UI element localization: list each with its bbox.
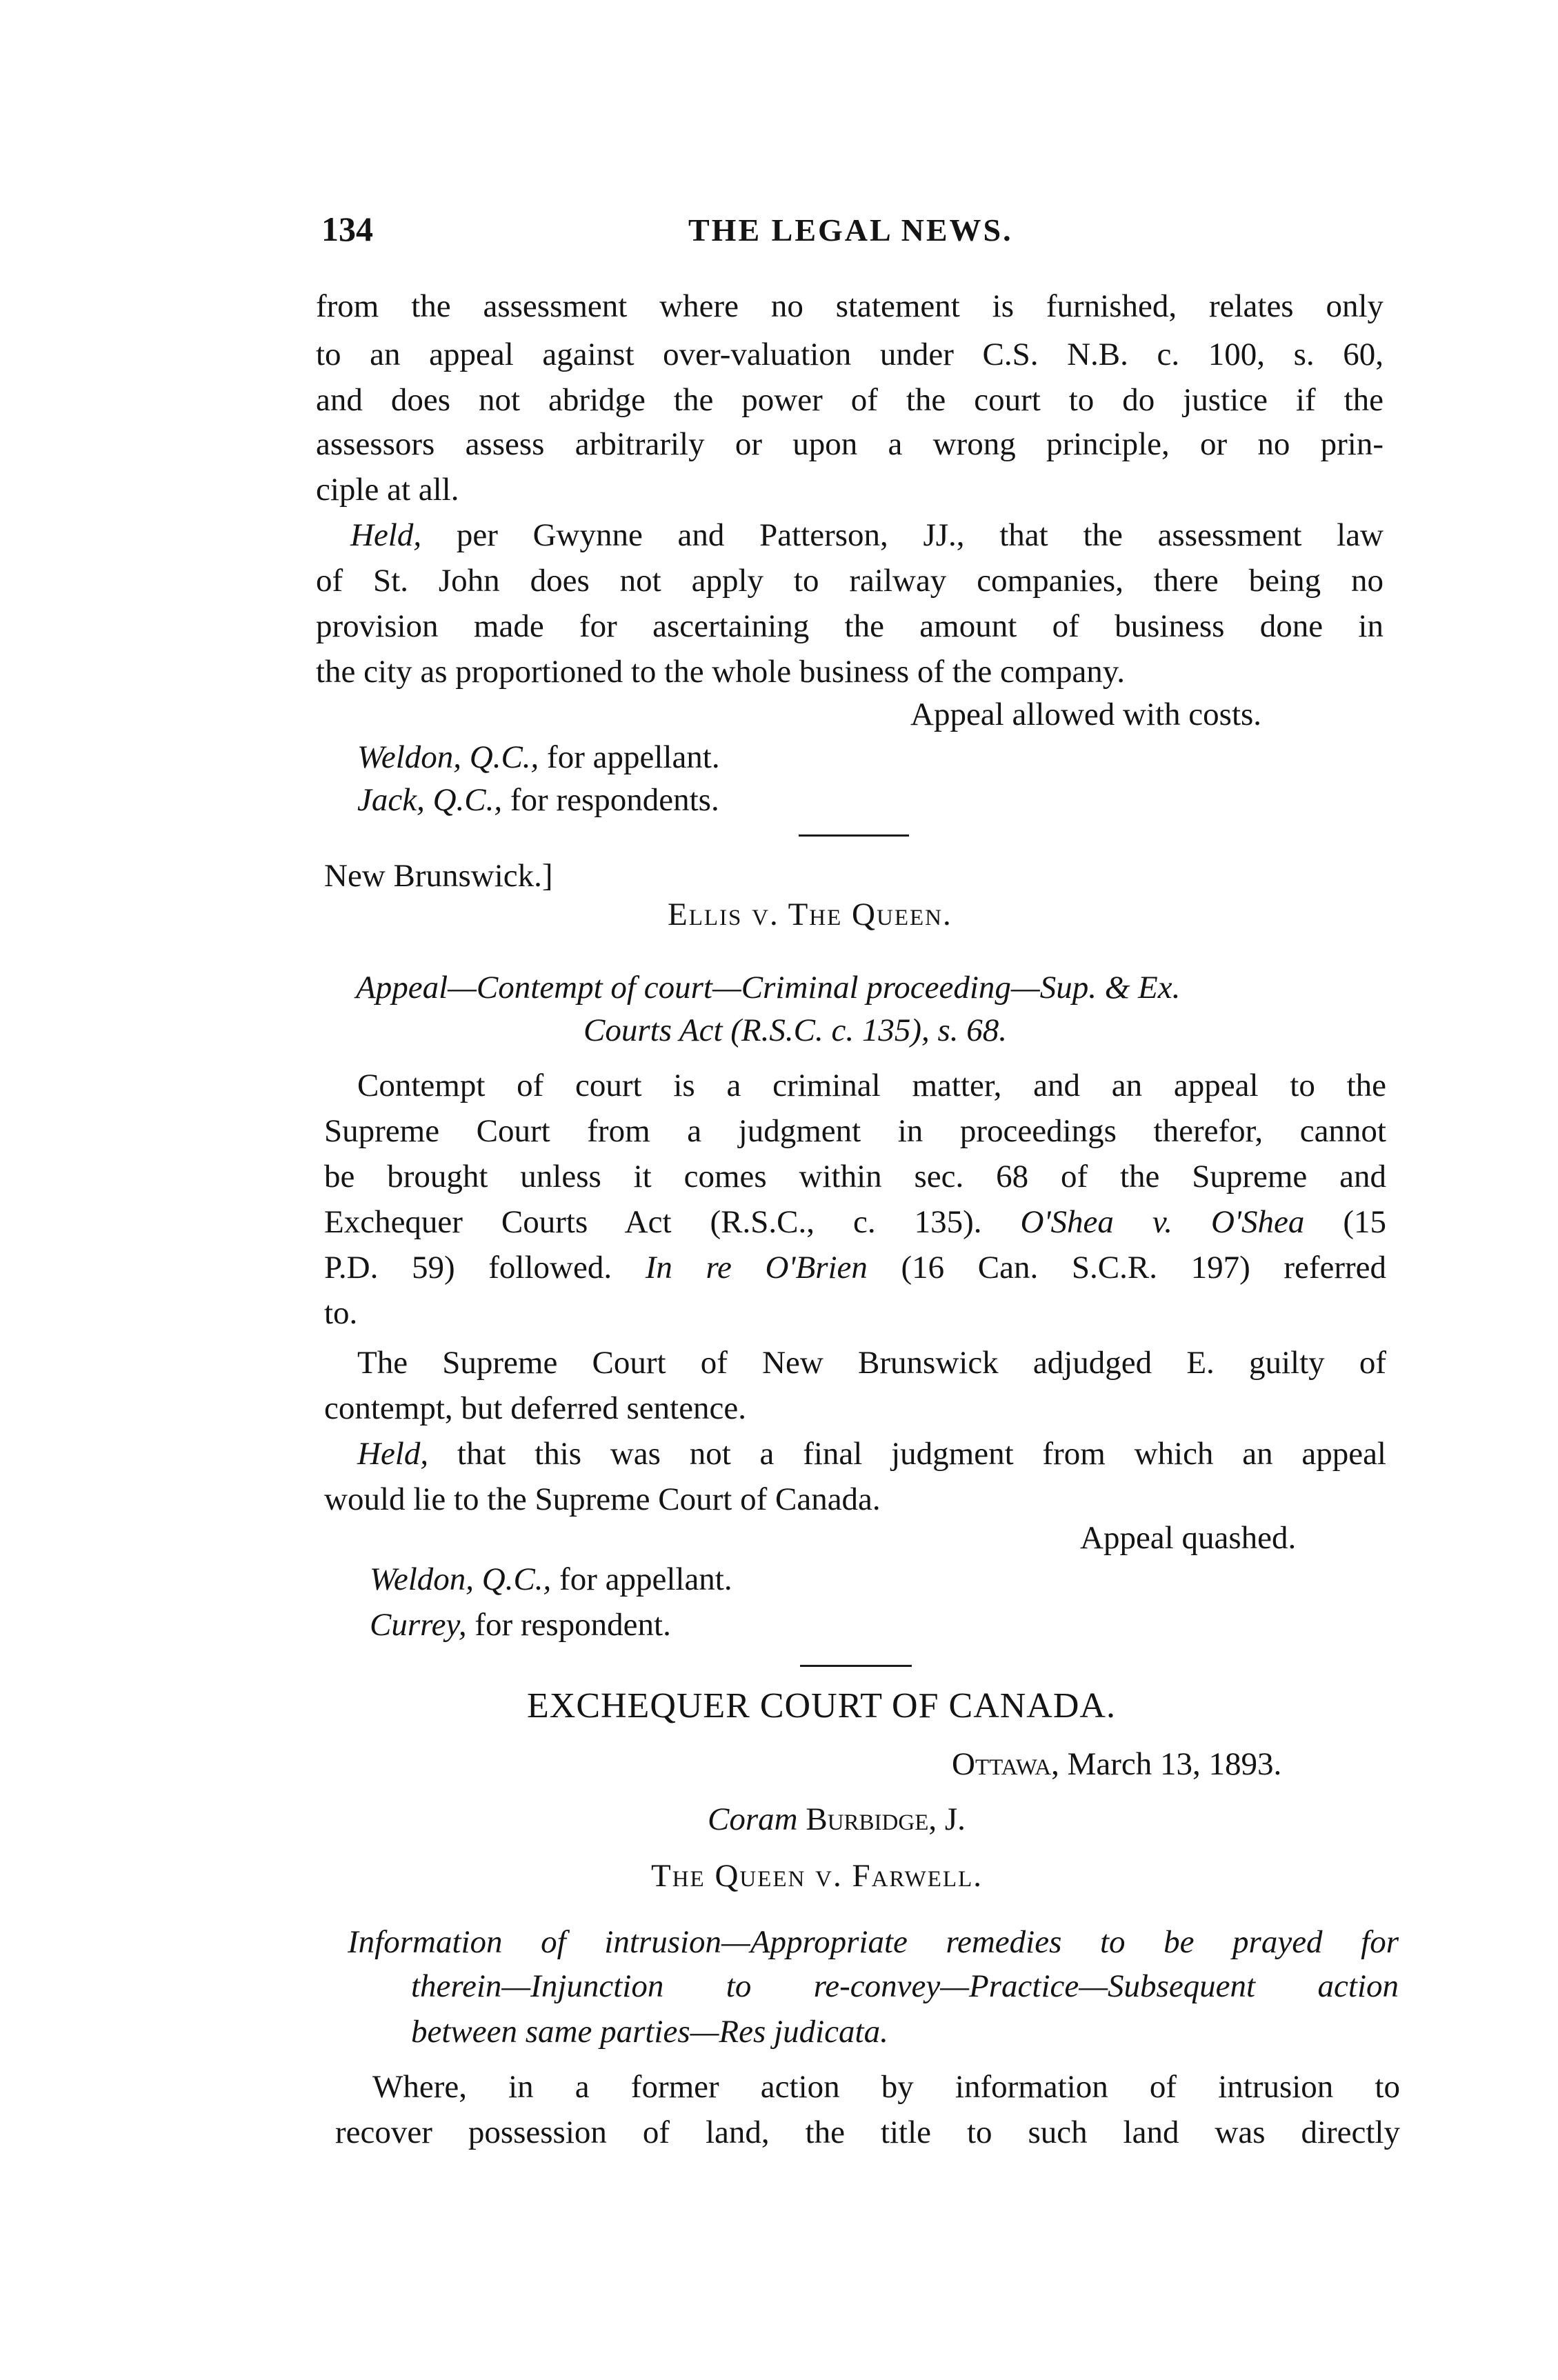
paragraph-line: ciple at all. <box>316 472 459 508</box>
paragraph-line: Contempt of court is a criminal matter, and an appeal to the <box>357 1068 1386 1103</box>
counsel-name: Jack, Q.C., <box>357 782 503 818</box>
headnote-line: Appeal—Contempt of court—Criminal proceeding—Sup. & Ex. <box>356 970 1181 1006</box>
case-title: Ellis v. The Queen. <box>668 897 952 932</box>
paragraph-line: be brought unless it comes within sec. 68 of the Supreme and <box>324 1159 1386 1194</box>
case-citation: (16 Can. S.C.R. 197) referred <box>901 1250 1387 1286</box>
case-result: Appeal allowed with costs. <box>910 697 1262 732</box>
province-label: New Brunswick.] <box>324 858 553 894</box>
held-word: Held, <box>350 517 422 553</box>
coram-line <box>708 1799 966 1840</box>
section-divider <box>799 834 909 837</box>
running-title: THE LEGAL NEWS. <box>688 212 1013 248</box>
paragraph-line: assessors assess arbitrarily or upon a wrong principle, or no prin- <box>316 426 1384 462</box>
counsel-line <box>370 1604 671 1646</box>
held-text: that this was not a final judgment from which an appeal <box>457 1436 1386 1472</box>
paragraph-line: and does not abridge the power of the court to do justice if the <box>316 382 1384 418</box>
counsel-name: Weldon, Q.C., <box>357 739 539 775</box>
paragraph-line: to. <box>324 1295 358 1331</box>
paragraph-line: contempt, but deferred sentence. <box>324 1390 747 1426</box>
case-citation: P.D. 59) followed. <box>324 1250 612 1286</box>
held-word: Held, <box>357 1436 429 1472</box>
headnote-line: Information of intrusion—Appropriate remedies to be prayed for <box>348 1924 1399 1960</box>
case-name: In re O'Brien <box>645 1250 868 1286</box>
case-result: Appeal quashed. <box>1080 1520 1297 1556</box>
dateline-date: March 13, 1893. <box>1067 1746 1282 1782</box>
paragraph-line: from the assessment where no statement is furnished, relates only <box>316 288 1384 324</box>
held-line <box>357 1433 1386 1474</box>
headnote-line: therein—Injunction to re-convey—Practice—Subsequent action <box>411 1968 1399 2004</box>
held-line: provision made for ascertaining the amount of business done in <box>316 608 1384 644</box>
held-line: of St. John does not apply to railway companies, there being no <box>316 563 1384 599</box>
counsel-line <box>357 779 719 821</box>
counsel-role: for appellant. <box>559 1561 732 1597</box>
paragraph-line: to an appeal against over-valuation under C.S. N.B. c. 100, s. 60, <box>316 337 1384 372</box>
paragraph-line: Where, in a former action by information of intrusion to <box>372 2069 1400 2105</box>
held-line: would lie to the Supreme Court of Canada. <box>324 1481 881 1517</box>
case-name: O'Shea v. O'Shea <box>1020 1204 1305 1240</box>
judge-name: Burbidge, J. <box>806 1801 966 1837</box>
paragraph-line <box>324 1201 1386 1243</box>
counsel-line <box>370 1559 732 1600</box>
headnote-line: Courts Act (R.S.C. c. 135), s. 68. <box>583 1012 1008 1048</box>
dateline-place: Ottawa, <box>952 1746 1059 1782</box>
counsel-name: Weldon, Q.C., <box>370 1561 552 1597</box>
section-divider <box>800 1665 912 1667</box>
court-heading: EXCHEQUER COURT OF CANADA. <box>527 1686 1116 1726</box>
paragraph-line: recover possession of land, the title to such land was directly <box>335 2114 1400 2150</box>
statute-citation: Exchequer Courts Act (R.S.C., c. 135). <box>324 1204 982 1240</box>
counsel-role: for respondents. <box>510 782 719 818</box>
paragraph-line: Supreme Court from a judgment in proceedings therefor, cannot <box>324 1113 1386 1149</box>
held-text: per Gwynne and Patterson, JJ., that the assessment law <box>456 517 1384 553</box>
paragraph-line <box>324 1247 1386 1288</box>
paragraph-line: The Supreme Court of New Brunswick adjudged E. guilty of <box>357 1345 1386 1381</box>
counsel-role: for appellant. <box>547 739 720 775</box>
coram-word: Coram <box>708 1801 798 1837</box>
page-number: 134 <box>321 210 373 248</box>
dateline <box>952 1743 1281 1785</box>
case-title: The Queen v. Farwell. <box>651 1858 983 1894</box>
headnote-line: between same parties—Res judicata. <box>411 2014 888 2050</box>
counsel-name: Currey, <box>370 1607 467 1643</box>
held-line: the city as proportioned to the whole business of the company. <box>316 654 1126 690</box>
held-line <box>350 514 1384 556</box>
counsel-line <box>357 737 720 778</box>
counsel-role: for respondent. <box>475 1607 671 1643</box>
case-citation: (15 <box>1343 1204 1387 1240</box>
